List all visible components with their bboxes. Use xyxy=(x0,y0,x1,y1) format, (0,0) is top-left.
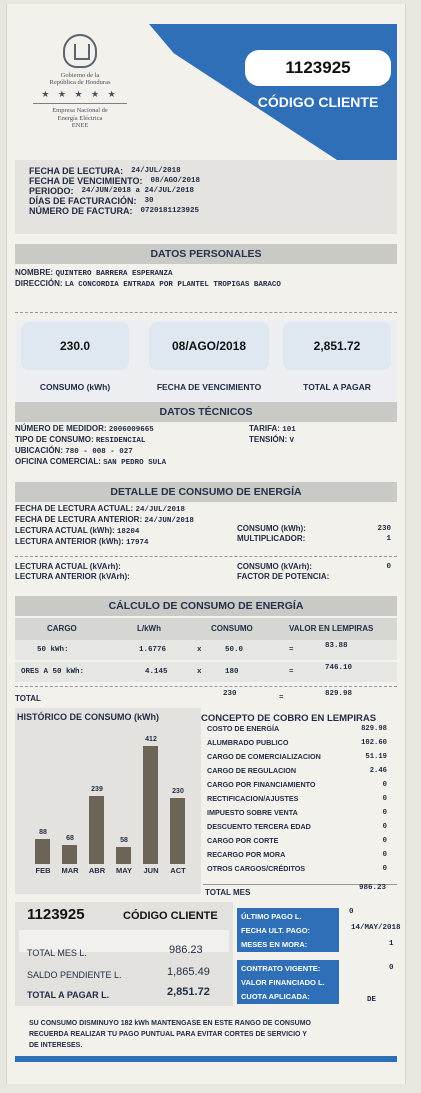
concept-value: 102.60 xyxy=(361,739,387,747)
due-date-total: 08/AGO/2018 xyxy=(149,322,269,370)
detail-left xyxy=(15,504,245,548)
calc-header-cargo: CARGO xyxy=(47,624,77,633)
client-code-label: CÓDIGO CLIENTE xyxy=(257,94,379,110)
calc-cargo: 50 kWh: xyxy=(37,646,69,654)
amount-due-label: TOTAL A PAGAR xyxy=(303,382,371,392)
bar xyxy=(62,845,77,864)
voltage: V xyxy=(289,437,294,445)
gov-line1: Gobierno de la xyxy=(60,72,100,79)
info-row: NÚMERO DE FACTURA: 0720181123925 xyxy=(29,206,200,216)
tech-left xyxy=(15,424,245,468)
calc-total-label: TOTAL xyxy=(15,694,41,703)
ente-line3: ENEE xyxy=(71,122,89,129)
calc-total-valor: 829.98 xyxy=(325,690,353,698)
concept-label: CARGO DE REGULACION xyxy=(207,766,297,775)
footer-client-code: 1123925 xyxy=(27,906,85,923)
valor-financiado-label: VALOR FINANCIADO L. xyxy=(241,978,325,987)
calc-total-consumo: 230 xyxy=(223,690,237,698)
calc-header-consumo: CONSUMO xyxy=(211,624,253,633)
calc-consumo: 50.0 xyxy=(225,646,244,654)
kvarh-actual-label: LECTURA ACTUAL (kVArh): xyxy=(15,562,121,571)
kvarh-consumo-row xyxy=(237,562,391,572)
bar-category-label: JUN xyxy=(143,866,159,875)
concept-value: 0 xyxy=(382,865,387,873)
kvarh-consumo-value: 0 xyxy=(386,563,391,571)
enee-logo xyxy=(25,34,135,130)
calc-x: x xyxy=(197,668,202,676)
kvarh-anterior-label: LECTURA ANTERIOR (kVArh): xyxy=(15,572,130,581)
mult-value: 1 xyxy=(386,535,391,543)
detail-value: 17974 xyxy=(125,539,149,547)
consumption-label: CONSUMO (kWh) xyxy=(39,382,111,392)
bar-value-label: 239 xyxy=(91,786,103,793)
info-row: FECHA DE VENCIMIENTO: 08/AGO/2018 xyxy=(29,176,201,186)
chart-title: HISTÓRICO DE CONSUMO (kWh) xyxy=(17,712,159,722)
meses-mora-label: MESES EN MORA: xyxy=(241,940,308,949)
concept-label: RECARGO POR MORA xyxy=(207,850,286,859)
bar-value-label: 412 xyxy=(145,736,157,743)
info-row: FECHA DE LECTURA: 24/JUL/2018 xyxy=(29,166,181,176)
concept-row xyxy=(207,848,393,862)
kvarh-consumo-label: CONSUMO (kVArh): xyxy=(237,562,312,571)
consumption-type: RESIDENCIAL xyxy=(95,437,146,445)
detail-label: LECTURA ACTUAL (kWh): xyxy=(15,526,115,535)
name-label: NOMBRE: xyxy=(15,268,54,277)
concept-value: 0 xyxy=(382,851,387,859)
divider xyxy=(15,556,397,557)
fecha-pago-value: 14/MAY/2018 xyxy=(351,924,401,932)
bar-value-label: 230 xyxy=(172,788,184,795)
message-line2: RECUERDA REALIZAR TU PAGO PUNTUAL PARA EVITAR CORTES DE SERVICIO Y xyxy=(29,1031,307,1038)
tech-right xyxy=(249,424,389,446)
concept-value: 0 xyxy=(382,837,387,845)
concept-row xyxy=(207,862,393,876)
meter-label: NÚMERO DE MEDIDOR: xyxy=(15,424,107,433)
invoice-info xyxy=(29,166,289,216)
calc-valor: 746.10 xyxy=(325,664,353,672)
concept-row xyxy=(207,806,393,820)
concept-label: CARGO DE COMERCIALIZACION xyxy=(207,752,321,761)
kvarh-left xyxy=(15,562,245,582)
calc-consumo: 180 xyxy=(225,668,239,676)
concept-value: 829.98 xyxy=(361,725,387,733)
bar-value-label: 58 xyxy=(120,837,128,844)
bar-value-label: 68 xyxy=(66,835,74,842)
footer-blue-strip xyxy=(15,1056,397,1062)
voltage-label: TENSIÓN: xyxy=(249,435,288,444)
fecha-pago-label: FECHA ULT. PAGO: xyxy=(241,926,311,935)
tariff-label: TARIFA: xyxy=(249,424,280,433)
calc-cargo: ORES A 50 kWh: xyxy=(21,668,85,676)
bar xyxy=(116,847,131,864)
due-date-label: FECHA DE VENCIMIENTO xyxy=(156,382,262,392)
info-row: DÍAS DE FACTURACIÓN: 30 xyxy=(29,196,154,206)
bar-category-label: ACT xyxy=(170,866,186,875)
location: 780 - 008 - 027 xyxy=(65,448,133,456)
location-label: UBICACIÓN: xyxy=(15,446,63,455)
saldo-label: SALDO PENDIENTE L. xyxy=(27,970,122,980)
concept-value: 0 xyxy=(382,823,387,831)
bar xyxy=(89,796,104,864)
concept-title xyxy=(201,708,397,722)
total-mes-value: 986.23 xyxy=(169,944,203,956)
saldo-value: 1,865.49 xyxy=(167,966,210,978)
detail-value: 18204 xyxy=(116,528,140,536)
calc-rate: 1.6776 xyxy=(139,646,167,654)
tariff: 101 xyxy=(282,426,296,434)
concept-label: OTROS CARGOS/CRÉDITOS xyxy=(207,864,306,873)
contrato-label: CONTRATO VIGENTE: xyxy=(241,964,321,973)
calc-section-title: CÁLCULO DE CONSUMO DE ENERGÍA xyxy=(15,596,397,616)
concept-value: 51.19 xyxy=(365,753,387,761)
kvarh-right xyxy=(237,562,391,582)
concept-row xyxy=(207,820,393,834)
contrato-value: 0 xyxy=(389,964,394,972)
concept-row xyxy=(207,792,393,806)
gov-line2: República de Honduras xyxy=(49,79,111,86)
bar xyxy=(170,798,185,864)
detail-value: 24/JUN/2018 xyxy=(144,517,194,525)
calc-eq: = xyxy=(289,646,294,654)
invoice-paper xyxy=(6,4,406,1084)
concept-row xyxy=(207,750,393,764)
concept-label: CARGO POR CORTE xyxy=(207,836,279,845)
cuota-value: DE xyxy=(367,996,377,1004)
office-label: OFICINA COMERCIAL: xyxy=(15,457,101,466)
bar xyxy=(143,746,158,864)
customer-name: QUINTERO BARRERA ESPERANZA xyxy=(55,270,173,278)
concept-row xyxy=(207,778,393,792)
consumo-value: 230 xyxy=(377,525,391,533)
bar-value-label: 88 xyxy=(39,829,47,836)
info-row: PERIODO: 24/JUN/2018 a 24/JUL/2018 xyxy=(29,186,195,196)
bar-category-label: MAR xyxy=(61,866,79,875)
client-code: 1123925 xyxy=(245,50,391,86)
customer-address: LA CONCORDIA ENTRADA POR PLANTEL TROPIGAS BARACO xyxy=(64,281,281,289)
footer-client-label: CÓDIGO CLIENTE xyxy=(123,910,218,922)
concept-value: 2.46 xyxy=(369,767,387,775)
calc-total-eq: = xyxy=(279,694,284,702)
cuota-label: CUOTA APLICADA: xyxy=(241,992,310,1001)
calc-x: x xyxy=(197,646,202,654)
office: SAN PEDRO SULA xyxy=(103,459,167,467)
calc-valor: 83.88 xyxy=(325,642,348,650)
bar-category-label: MAY xyxy=(116,866,132,875)
divider xyxy=(15,312,397,313)
ente-line2: Energía Eléctrica xyxy=(57,114,103,122)
detail-label: FECHA DE LECTURA ANTERIOR: xyxy=(15,515,143,524)
concept-row xyxy=(207,722,393,736)
ente-name xyxy=(33,103,127,130)
ente-line1: Empresa Nacional de xyxy=(52,107,108,114)
personal-section-title: DATOS PERSONALES xyxy=(15,244,397,264)
total-pagar-label: TOTAL A PAGAR L. xyxy=(27,990,110,1000)
concept-row xyxy=(207,764,393,778)
concept-title-text: CONCEPTO DE COBRO EN LEMPIRAS xyxy=(201,713,377,724)
factor-label: FACTOR DE POTENCIA: xyxy=(237,572,330,581)
footer-message xyxy=(29,1018,389,1051)
detail-label: LECTURA ANTERIOR (kWh): xyxy=(15,537,124,546)
concept-label: RECTIFICACION/AJUSTES xyxy=(207,794,299,803)
meter-number: 2006009665 xyxy=(108,426,154,434)
mult-label: MULTIPLICADOR: xyxy=(237,534,306,543)
concept-row xyxy=(207,834,393,848)
concept-total-label: TOTAL MES xyxy=(205,888,251,897)
detail-label: FECHA DE LECTURA ACTUAL: xyxy=(15,504,134,513)
concept-row xyxy=(207,736,393,750)
coat-of-arms-icon xyxy=(63,34,97,68)
message-line3: DE INTERESES. xyxy=(29,1042,83,1049)
concept-label: IMPUESTO SOBRE VENTA xyxy=(207,808,298,817)
history-chart xyxy=(27,736,197,882)
detail-mult-row xyxy=(237,534,391,544)
ultimo-pago-value: 0 xyxy=(349,908,354,916)
detail-section-title: DETALLE DE CONSUMO DE ENERGÍA xyxy=(15,482,397,502)
ultimo-pago-label: ÚLTIMO PAGO L. xyxy=(241,912,302,921)
message-line1: SU CONSUMO DISMINUYO 182 kWh MANTENGASE EN ESTE RANGO DE CONSUMO xyxy=(29,1020,311,1027)
personal-data xyxy=(15,268,397,290)
concept-value: 0 xyxy=(382,809,387,817)
divider xyxy=(15,686,397,687)
concept-label: ALUMBRADO PUBLICO xyxy=(207,738,289,747)
type-label: TIPO DE CONSUMO: xyxy=(15,435,94,444)
stars: ★ ★ ★ ★ ★ xyxy=(41,89,119,99)
concept-value: 0 xyxy=(382,781,387,789)
concept-label: DESCUENTO TERCERA EDAD xyxy=(207,822,311,831)
calc-eq: = xyxy=(289,668,294,676)
detail-consumo-row xyxy=(237,524,391,534)
detail-value: 24/JUL/2018 xyxy=(135,506,185,514)
bar xyxy=(35,839,50,864)
address-label: DIRECCIÓN: xyxy=(15,279,63,288)
consumo-label: CONSUMO (kWh): xyxy=(237,524,306,533)
calc-header-rate: L/kWh xyxy=(137,624,161,633)
concept-value: 0 xyxy=(382,795,387,803)
amount-due-total: 2,851.72 xyxy=(283,322,391,370)
concept-label: COSTO DE ENERGÍA xyxy=(207,724,280,733)
calc-rate: 4.145 xyxy=(145,668,168,676)
calc-header-valor: VALOR EN LEMPIRAS xyxy=(289,624,374,633)
total-mes-label: TOTAL MES L. xyxy=(27,948,87,958)
total-pagar-value: 2,851.72 xyxy=(167,986,210,998)
concept-total-value: 986.23 xyxy=(359,884,387,892)
bar-category-label: ABR xyxy=(88,866,106,875)
consumption-total: 230.0 xyxy=(21,322,129,370)
concept-label: CARGO POR FINANCIAMIENTO xyxy=(207,780,316,789)
concept-table xyxy=(207,722,393,876)
tech-section-title: DATOS TÉCNICOS xyxy=(15,402,397,422)
bar-category-label: FEB xyxy=(35,866,51,875)
meses-mora-value: 1 xyxy=(389,940,394,948)
detail-right xyxy=(237,524,391,544)
